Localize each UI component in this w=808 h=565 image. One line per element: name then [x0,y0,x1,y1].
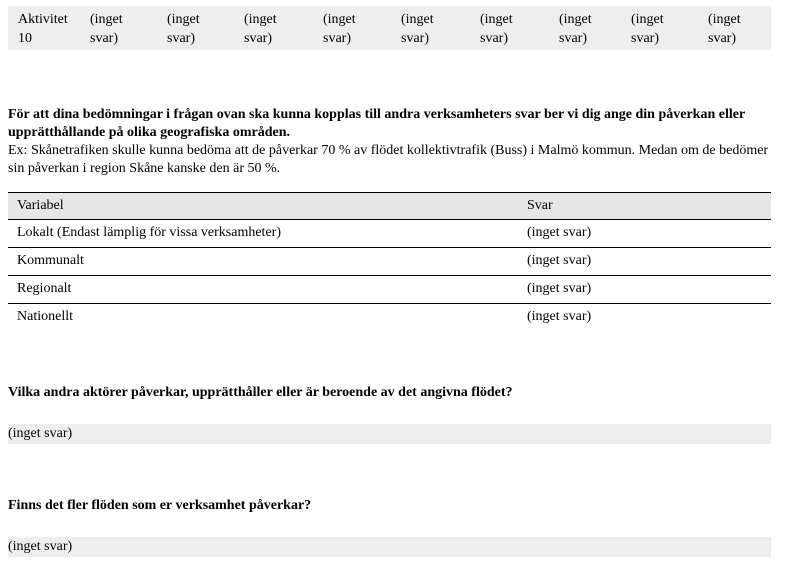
activity-cell-line1: (inget [631,12,664,27]
row-variable: Kommunalt [17,253,84,268]
activity-cell [559,10,592,48]
activity-cell-line2: svar) [631,31,659,46]
question-2-answer-box [8,537,771,557]
table-row [8,220,771,248]
activity-cell [708,10,741,48]
activity-cell [167,10,200,48]
activity-cell-line2: svar) [323,31,351,46]
table-row [8,248,771,276]
table-header-row [8,192,771,220]
activity-cell [480,10,513,48]
activity-cell-line2: svar) [708,31,736,46]
activity-cell [323,10,356,48]
activity-cell-line1: (inget [480,12,513,27]
intro-bold-text: För att dina bedömningar i frågan ovan ska kunna kopplas till andra verksamheters svar ber vi dig ange din påverkan eller upprätthållande på olika geografiska områden. [8,107,745,140]
geography-table [8,192,771,331]
table-row [8,304,771,331]
activity-cell-line2: svar) [90,31,118,46]
question-1-answer-box [8,424,771,444]
row-answer: (inget svar) [527,309,592,324]
activity-cell-line1: (inget [323,12,356,27]
activity-cell-line1: (inget [708,12,741,27]
row-variable: Nationellt [17,309,73,324]
activity-row [8,6,771,50]
activity-cell-line2: svar) [401,31,429,46]
activity-cell-line1: (inget [244,12,277,27]
activity-cell-line2: svar) [480,31,508,46]
activity-cell-line2: svar) [167,31,195,46]
activity-label [18,10,68,48]
activity-cell-line1: (inget [559,12,592,27]
intro-paragraph [8,106,778,178]
activity-cell [90,10,123,48]
row-answer: (inget svar) [527,281,592,296]
activity-label-line2: 10 [18,31,32,46]
header-variable: Variabel [17,198,64,213]
row-variable: Lokalt (Endast lämplig för vissa verksamheter) [17,225,281,240]
activity-cell-line1: (inget [167,12,200,27]
table-row [8,276,771,304]
question-2-text: Finns det fler flöden som er verksamhet påverkar? [8,498,312,513]
activity-cell [631,10,664,48]
question-1-answer: (inget svar) [8,426,73,441]
question-1-text: Vilka andra aktörer påverkar, upprätthåller eller är beroende av det angivna flödet? [8,385,513,400]
activity-label-line1: Aktivitet [18,12,68,27]
row-variable: Regionalt [17,281,72,296]
activity-cell [401,10,434,48]
row-answer: (inget svar) [527,225,592,240]
activity-cell-line2: svar) [244,31,272,46]
header-answer: Svar [527,198,553,213]
intro-example-text: Ex: Skånetrafiken skulle kunna bedöma att de påverkar 70 % av flödet kollektivtrafik (Buss) i Malmö kommun. Medan om de bedömer sin påverkan i region Skåne kanske den är 50 %. [8,143,769,176]
activity-cell-line1: (inget [90,12,123,27]
question-2-answer: (inget svar) [8,539,73,554]
activity-cell-line2: svar) [559,31,587,46]
activity-cell [244,10,277,48]
activity-cell-line1: (inget [401,12,434,27]
row-answer: (inget svar) [527,253,592,268]
